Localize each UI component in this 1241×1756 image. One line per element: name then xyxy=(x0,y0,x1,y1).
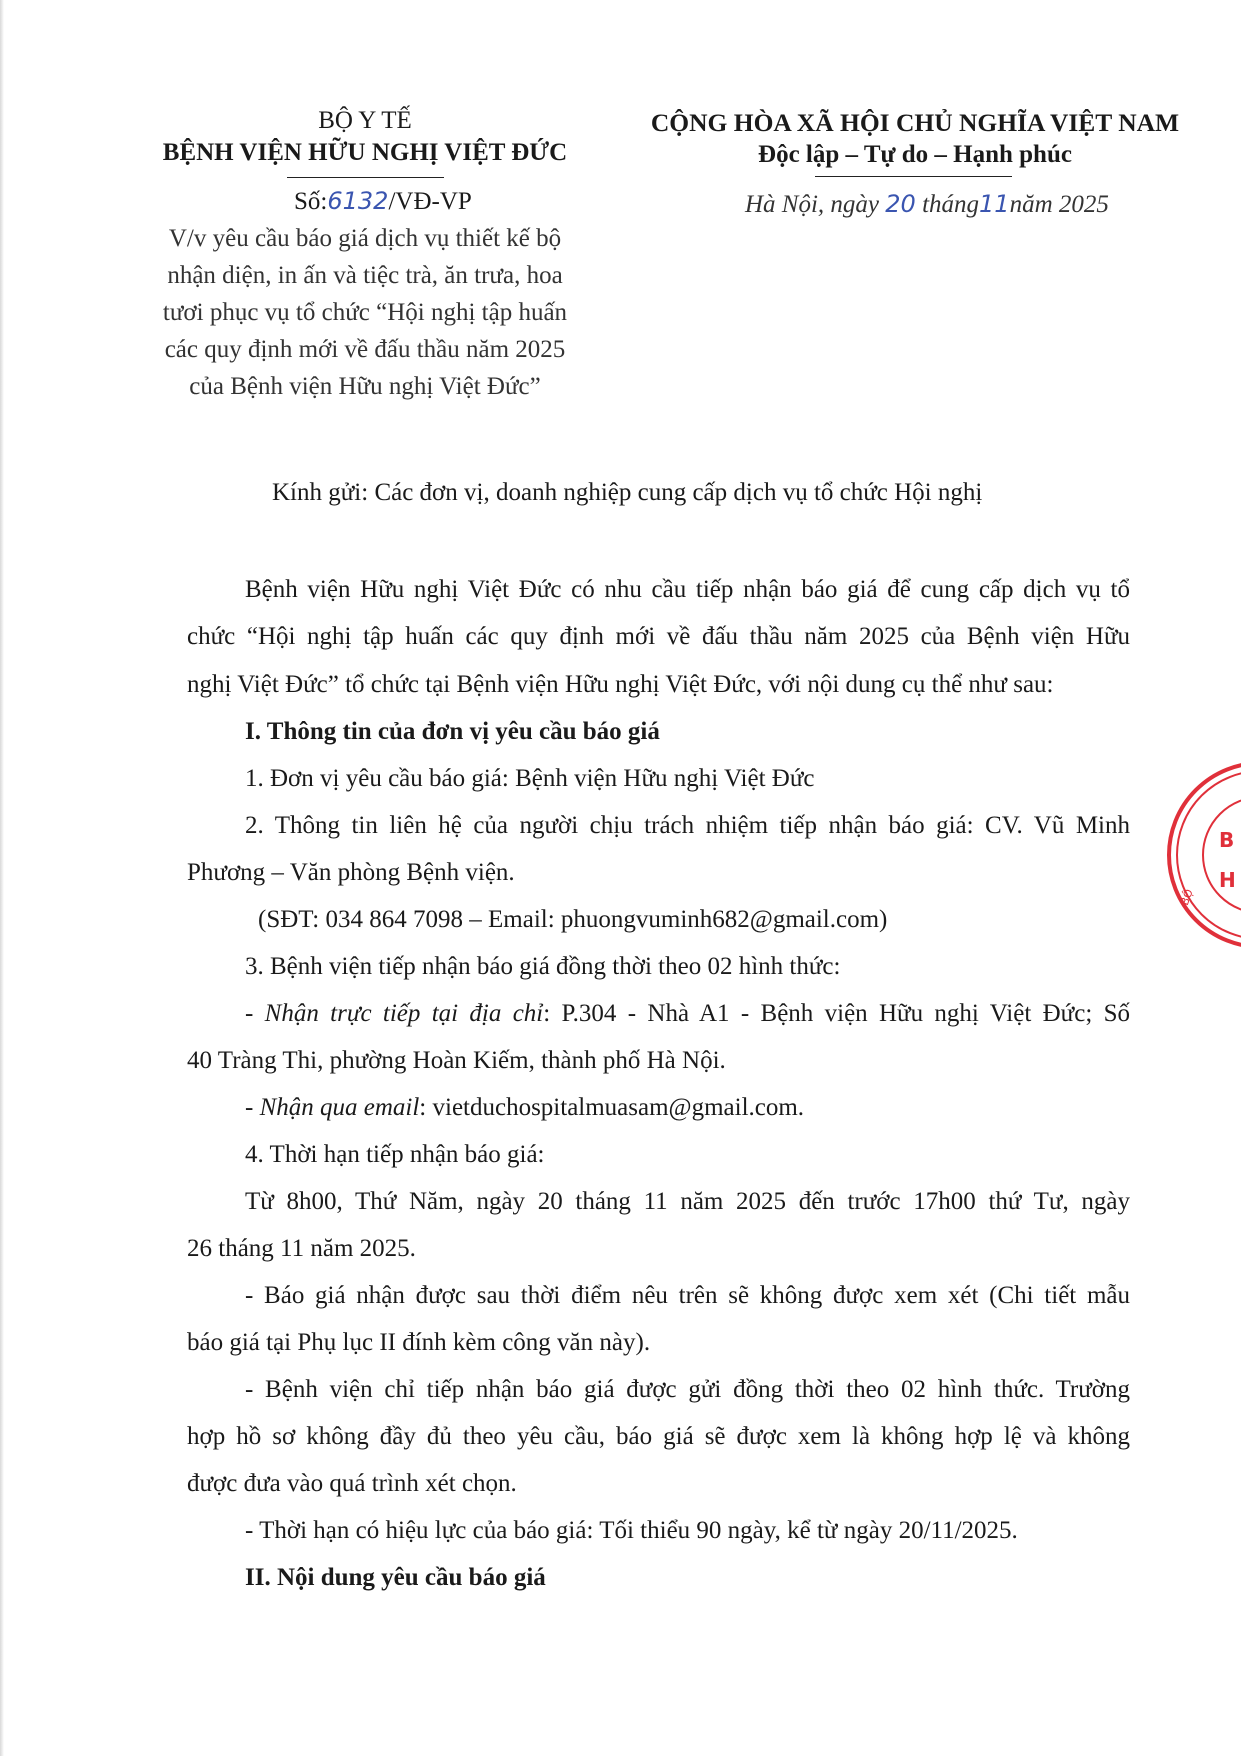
header-right xyxy=(620,108,1210,170)
note-two-channels-cont: hợp hồ sơ không đầy đủ theo yêu cầu, báo giá sẽ được xem là không hợp lệ và không xyxy=(187,1423,1130,1450)
svg-text:B: B xyxy=(1219,828,1235,852)
hospital-name: BỆNH VIỆN HỮU NGHỊ VIỆT ĐỨC xyxy=(162,139,568,166)
svg-text:BỘ: BỘ xyxy=(1177,887,1196,908)
intro-line: chức “Hội nghị tập huấn các quy định mới về đấu thầu năm 2025 của Bệnh viện Hữu xyxy=(187,623,1130,650)
ministry-name: BỘ Y TẾ xyxy=(318,107,412,134)
date-month-handwritten: 11 xyxy=(979,190,1010,218)
subject-block xyxy=(130,224,600,402)
scan-edge xyxy=(0,0,4,1756)
note-two-channels-cont: được đưa vào quá trình xét chọn. xyxy=(187,1470,517,1497)
contact-info: (SĐT: 034 864 7098 – Email: phuongvuminh682@gmail.com) xyxy=(258,906,888,933)
subject-line: V/v yêu cầu báo giá dịch vụ thiết kế bộ xyxy=(168,225,562,252)
date-year: năm 2025 xyxy=(1009,191,1109,218)
header-left xyxy=(130,106,600,168)
direct-receipt-address: : P.304 - Nhà A1 - Bệnh viện Hữu nghị Việt Đức; Số xyxy=(543,1000,1130,1027)
subject-line: của Bệnh viện Hữu nghị Việt Đức” xyxy=(189,373,541,400)
direct-receipt xyxy=(245,999,1130,1029)
note-two-channels: - Bệnh viện chỉ tiếp nhận báo giá được gửi đồng thời theo 02 hình thức. Trường xyxy=(245,1376,1130,1403)
direct-receipt-label: - Nhận trực tiếp tại địa chỉ xyxy=(245,1000,544,1027)
note-late-quotes-cont: báo giá tại Phụ lục II đính kèm công văn này). xyxy=(187,1329,651,1356)
email-receipt-address: : vietduchospitalmuasam@gmail.com. xyxy=(419,1094,805,1121)
direct-receipt-cont: 40 Tràng Thi, phường Hoàn Kiếm, thành phố Hà Nội. xyxy=(187,1047,726,1074)
section-1-heading: I. Thông tin của đơn vị yêu cầu báo giá xyxy=(245,718,660,745)
note-late-quotes: - Báo giá nhận được sau thời điểm nêu trên sẽ không được xem xét (Chi tiết mẫu xyxy=(245,1282,1130,1309)
section-1-item-2-cont: Phương – Văn phòng Bệnh viện. xyxy=(187,859,515,886)
section-1-item-4: 4. Thời hạn tiếp nhận báo giá: xyxy=(245,1141,545,1168)
email-receipt-label: - Nhận qua email xyxy=(245,1094,420,1121)
doc-number-suffix: /VĐ-VP xyxy=(388,188,472,215)
section-1-item-1: 1. Đơn vị yêu cầu báo giá: Bệnh viện Hữu nghị Việt Đức xyxy=(245,765,815,792)
salutation: Kính gửi: Các đơn vị, doanh nghiệp cung cấp dịch vụ tổ chức Hội nghị xyxy=(272,479,983,506)
svg-text:H: H xyxy=(1219,868,1236,892)
doc-number-prefix: Số: xyxy=(294,188,328,215)
email-receipt xyxy=(245,1093,804,1123)
deadline-line: Từ 8h00, Thứ Năm, ngày 20 tháng 11 năm 2025 đến trước 17h00 thứ Tư, ngày xyxy=(245,1188,1130,1215)
hospital-underline xyxy=(287,177,444,178)
national-motto: Độc lập – Tự do – Hạnh phúc xyxy=(758,141,1072,168)
section-1-item-2: 2. Thông tin liên hệ của người chịu trách nhiệm tiếp nhận báo giá: CV. Vũ Minh xyxy=(245,812,1130,839)
country-name: CỘNG HÒA XÃ HỘI CHỦ NGHĨA VIỆT NAM xyxy=(650,108,1180,137)
section-2-heading: II. Nội dung yêu cầu báo giá xyxy=(245,1564,546,1591)
subject-line: các quy định mới về đấu thầu năm 2025 xyxy=(164,336,566,363)
quote-validity: - Thời hạn có hiệu lực của báo giá: Tối thiểu 90 ngày, kể từ ngày 20/11/2025. xyxy=(245,1517,1018,1544)
subject-line: nhận diện, in ấn và tiệc trà, ăn trưa, hoa xyxy=(167,262,563,289)
date-month-label: tháng xyxy=(922,191,980,218)
subject-line: tươi phục vụ tổ chức “Hội nghị tập huấn xyxy=(162,299,568,326)
motto-underline xyxy=(815,176,1012,177)
section-1-item-3: 3. Bệnh viện tiếp nhận báo giá đồng thời theo 02 hình thức: xyxy=(245,953,841,980)
official-stamp xyxy=(1161,755,1241,955)
date-day-handwritten: 20 xyxy=(885,190,916,218)
intro-line: Bệnh viện Hữu nghị Việt Đức có nhu cầu tiếp nhận báo giá để cung cấp dịch vụ tổ xyxy=(245,576,1130,603)
date-place: Hà Nội, ngày xyxy=(745,191,880,218)
intro-line: nghị Việt Đức” tổ chức tại Bệnh viện Hữu nghị Việt Đức, với nội dung cụ thể như sau: xyxy=(187,671,1054,698)
date-line xyxy=(745,189,1109,220)
deadline-line-cont: 26 tháng 11 năm 2025. xyxy=(187,1235,416,1262)
doc-number-handwritten: 6132 xyxy=(327,187,389,215)
document-number xyxy=(294,186,472,217)
